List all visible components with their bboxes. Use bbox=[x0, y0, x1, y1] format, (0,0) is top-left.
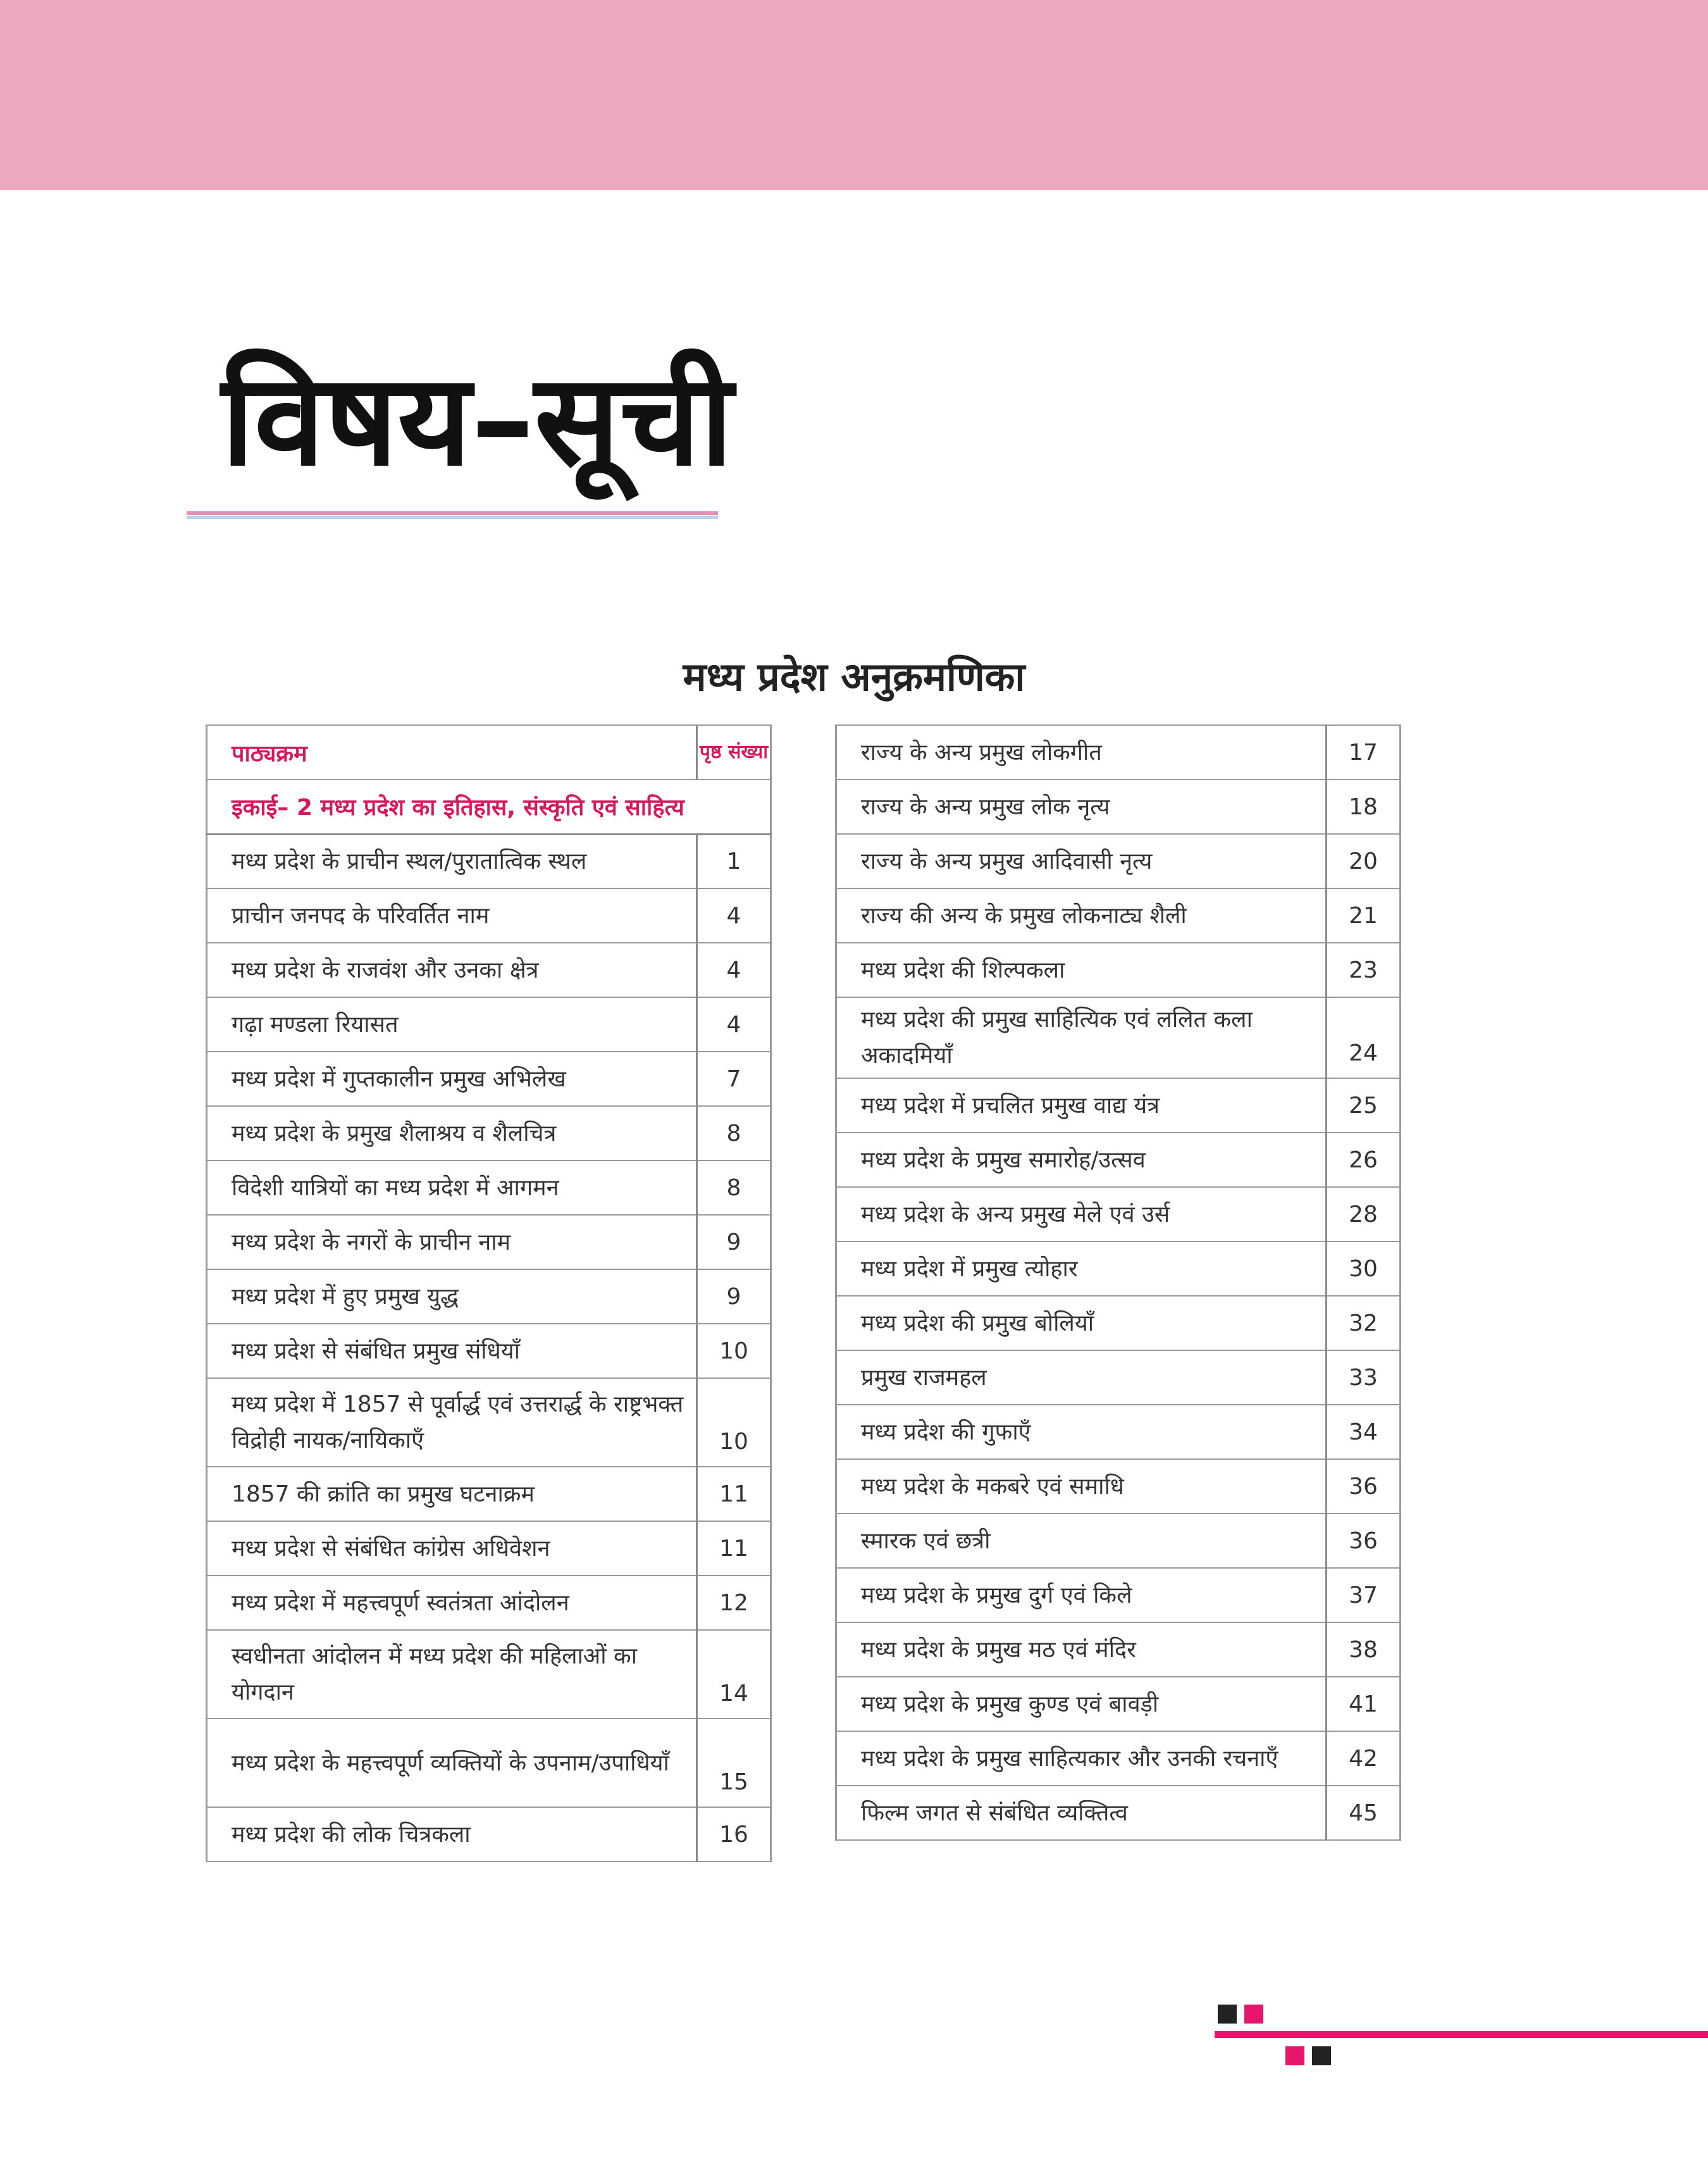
toc-entry-title: मध्य प्रदेश में प्रमुख त्योहार bbox=[836, 1241, 1327, 1296]
toc-entry-title: मध्य प्रदेश के राजवंश और उनका क्षेत्र bbox=[207, 943, 697, 997]
toc-row bbox=[207, 1106, 771, 1160]
toc-row bbox=[836, 1350, 1401, 1405]
toc-row bbox=[207, 997, 771, 1052]
toc-entry-page: 26 bbox=[1327, 1133, 1401, 1187]
toc-row bbox=[836, 1622, 1401, 1677]
toc-row bbox=[836, 1786, 1401, 1840]
toc-entry-page: 36 bbox=[1327, 1514, 1401, 1568]
toc-entry-title: राज्य के अन्य प्रमुख लोक नृत्य bbox=[836, 780, 1327, 834]
toc-entry-page: 8 bbox=[697, 1160, 771, 1215]
toc-entry-title: मध्य प्रदेश की लोक चित्रकला bbox=[207, 1807, 697, 1862]
toc-row bbox=[207, 1630, 771, 1719]
toc-entry-title: स्वधीनता आंदोलन में मध्य प्रदेश की महिलाओं का योगदान bbox=[207, 1630, 697, 1719]
decor-square-dark bbox=[1312, 2046, 1331, 2065]
toc-row bbox=[207, 1719, 771, 1807]
toc-row bbox=[836, 834, 1401, 888]
footer-rule bbox=[1215, 2031, 1708, 2038]
unit-title-row bbox=[207, 780, 771, 834]
toc-row bbox=[207, 1269, 771, 1324]
toc-entry-title: मध्य प्रदेश की शिल्पकला bbox=[836, 943, 1327, 997]
decor-square-pink bbox=[1285, 2046, 1304, 2065]
toc-row bbox=[836, 1731, 1401, 1786]
toc-row bbox=[836, 1568, 1401, 1622]
toc-entry-title: राज्य के अन्य प्रमुख आदिवासी नृत्य bbox=[836, 834, 1327, 888]
toc-entry-page: 11 bbox=[697, 1521, 771, 1576]
toc-entry-page: 36 bbox=[1327, 1459, 1401, 1514]
toc-entry-title: मध्य प्रदेश में महत्त्वपूर्ण स्वतंत्रता आंदोलन bbox=[207, 1576, 697, 1630]
header-page-number: पृष्ठ संख्या bbox=[697, 725, 771, 780]
toc-entry-title: राज्य के अन्य प्रमुख लोकगीत bbox=[836, 725, 1327, 780]
toc-entry-page: 9 bbox=[697, 1215, 771, 1269]
toc-row bbox=[207, 1521, 771, 1576]
toc-row bbox=[836, 1459, 1401, 1514]
toc-row bbox=[207, 834, 771, 888]
toc-entry-page: 41 bbox=[1327, 1677, 1401, 1731]
toc-row bbox=[836, 1078, 1401, 1133]
toc-entry-title: मध्य प्रदेश में गुप्तकालीन प्रमुख अभिलेख bbox=[207, 1052, 697, 1106]
toc-entry-page: 18 bbox=[1327, 780, 1401, 834]
toc-entry-title: मध्य प्रदेश की गुफाएँ bbox=[836, 1405, 1327, 1459]
toc-entry-title: मध्य प्रदेश में 1857 से पूर्वार्द्ध एवं उत्तरार्द्ध के राष्ट्रभक्त विद्रोही नायक/नायिकाएँ bbox=[207, 1378, 697, 1467]
toc-entry-page: 23 bbox=[1327, 943, 1401, 997]
toc-entry-page: 10 bbox=[697, 1324, 771, 1378]
toc-entry-title: मध्य प्रदेश की प्रमुख बोलियाँ bbox=[836, 1296, 1327, 1350]
toc-entry-title: मध्य प्रदेश के प्रमुख कुण्ड एवं बावड़ी bbox=[836, 1677, 1327, 1731]
toc-entry-title: मध्य प्रदेश के मकबरे एवं समाधि bbox=[836, 1459, 1327, 1514]
toc-row bbox=[207, 1052, 771, 1106]
toc-entry-page: 28 bbox=[1327, 1187, 1401, 1241]
toc-entry-title: गढ़ा मण्डला रियासत bbox=[207, 997, 697, 1052]
toc-entry-page: 12 bbox=[697, 1576, 771, 1630]
toc-entry-page: 4 bbox=[697, 997, 771, 1052]
toc-row bbox=[836, 1514, 1401, 1568]
toc-entry-title: मध्य प्रदेश के प्रमुख शैलाश्रय व शैलचित्र bbox=[207, 1106, 697, 1160]
toc-row bbox=[207, 1807, 771, 1862]
toc-entry-page: 16 bbox=[697, 1807, 771, 1862]
toc-entry-title: विदेशी यात्रियों का मध्य प्रदेश में आगमन bbox=[207, 1160, 697, 1215]
top-color-band bbox=[0, 0, 1708, 190]
toc-entry-title: मध्य प्रदेश में प्रचलित प्रमुख वाद्य यंत्र bbox=[836, 1078, 1327, 1133]
toc-table-left bbox=[206, 725, 772, 1862]
unit-title: इकाई– 2 मध्य प्रदेश का इतिहास, संस्कृति एवं साहित्य bbox=[207, 780, 771, 834]
toc-entry-title: मध्य प्रदेश के प्रमुख मठ एवं मंदिर bbox=[836, 1622, 1327, 1677]
title-underline bbox=[187, 511, 718, 519]
toc-entry-title: प्रमुख राजमहल bbox=[836, 1350, 1327, 1405]
toc-entry-page: 10 bbox=[697, 1378, 771, 1467]
toc-entry-title: मध्य प्रदेश में हुए प्रमुख युद्ध bbox=[207, 1269, 697, 1324]
toc-row bbox=[836, 725, 1401, 780]
toc-entry-page: 33 bbox=[1327, 1350, 1401, 1405]
toc-row bbox=[207, 1576, 771, 1630]
toc-entry-title: स्मारक एवं छत्री bbox=[836, 1514, 1327, 1568]
toc-row bbox=[836, 1296, 1401, 1350]
toc-row bbox=[207, 888, 771, 943]
toc-entry-title: मध्य प्रदेश के प्रमुख साहित्यकार और उनकी रचनाएँ bbox=[836, 1731, 1327, 1786]
toc-entry-page: 32 bbox=[1327, 1296, 1401, 1350]
toc-entry-title: मध्य प्रदेश के नगरों के प्राचीन नाम bbox=[207, 1215, 697, 1269]
page-title: विषय–सूची bbox=[221, 347, 733, 494]
decor-square-pink bbox=[1244, 2005, 1263, 2024]
toc-entry-title: मध्य प्रदेश के प्राचीन स्थल/पुरातात्विक स्थल bbox=[207, 834, 697, 888]
toc-entry-page: 42 bbox=[1327, 1731, 1401, 1786]
toc-row bbox=[207, 1215, 771, 1269]
toc-entry-page: 20 bbox=[1327, 834, 1401, 888]
toc-row bbox=[207, 1324, 771, 1378]
toc-entry-page: 14 bbox=[697, 1630, 771, 1719]
toc-row bbox=[207, 1378, 771, 1467]
toc-row bbox=[836, 997, 1401, 1078]
toc-row bbox=[207, 1160, 771, 1215]
toc-entry-title: मध्य प्रदेश से संबंधित कांग्रेस अधिवेशन bbox=[207, 1521, 697, 1576]
table-header-row bbox=[207, 725, 771, 780]
toc-row bbox=[836, 780, 1401, 834]
toc-row bbox=[836, 943, 1401, 997]
toc-entry-page: 25 bbox=[1327, 1078, 1401, 1133]
toc-entry-page: 8 bbox=[697, 1106, 771, 1160]
toc-entry-title: राज्य की अन्य के प्रमुख लोकनाट्य शैली bbox=[836, 888, 1327, 943]
toc-entry-title: प्राचीन जनपद के परिवर्तित नाम bbox=[207, 888, 697, 943]
toc-entry-page: 7 bbox=[697, 1052, 771, 1106]
header-course: पाठ्यक्रम bbox=[207, 725, 697, 780]
toc-table-right bbox=[835, 725, 1401, 1841]
toc-entry-title: मध्य प्रदेश के महत्त्वपूर्ण व्यक्तियों के उपनाम/उपाधियाँ bbox=[207, 1719, 697, 1807]
toc-row bbox=[836, 1677, 1401, 1731]
toc-entry-title: मध्य प्रदेश की प्रमुख साहित्यिक एवं ललित कला अकादमियाँ bbox=[836, 997, 1327, 1078]
toc-entry-page: 45 bbox=[1327, 1786, 1401, 1840]
section-heading: मध्य प्रदेश अनुक्रमणिका bbox=[683, 654, 1025, 700]
toc-entry-title: मध्य प्रदेश के प्रमुख दुर्ग एवं किले bbox=[836, 1568, 1327, 1622]
toc-entry-page: 38 bbox=[1327, 1622, 1401, 1677]
toc-entry-page: 4 bbox=[697, 943, 771, 997]
toc-entry-page: 4 bbox=[697, 888, 771, 943]
toc-entry-page: 21 bbox=[1327, 888, 1401, 943]
toc-row bbox=[836, 1187, 1401, 1241]
toc-entry-page: 1 bbox=[697, 834, 771, 888]
toc-entry-title: मध्य प्रदेश से संबंधित प्रमुख संधियाँ bbox=[207, 1324, 697, 1378]
toc-entry-page: 34 bbox=[1327, 1405, 1401, 1459]
toc-entry-page: 30 bbox=[1327, 1241, 1401, 1296]
toc-entry-page: 37 bbox=[1327, 1568, 1401, 1622]
toc-entry-page: 15 bbox=[697, 1719, 771, 1807]
toc-entry-page: 17 bbox=[1327, 725, 1401, 780]
toc-entry-title: 1857 की क्रांति का प्रमुख घटनाक्रम bbox=[207, 1467, 697, 1521]
toc-entry-page: 24 bbox=[1327, 997, 1401, 1078]
toc-row bbox=[836, 1241, 1401, 1296]
toc-entry-page: 9 bbox=[697, 1269, 771, 1324]
toc-entry-title: फिल्म जगत से संबंधित व्यक्तित्व bbox=[836, 1786, 1327, 1840]
toc-row bbox=[836, 1133, 1401, 1187]
toc-row bbox=[836, 1405, 1401, 1459]
toc-row bbox=[207, 1467, 771, 1521]
toc-row bbox=[836, 888, 1401, 943]
toc-entry-title: मध्य प्रदेश के अन्य प्रमुख मेले एवं उर्स bbox=[836, 1187, 1327, 1241]
toc-entry-title: मध्य प्रदेश के प्रमुख समारोह/उत्सव bbox=[836, 1133, 1327, 1187]
toc-row bbox=[207, 943, 771, 997]
toc-entry-page: 11 bbox=[697, 1467, 771, 1521]
decor-square-dark bbox=[1218, 2005, 1237, 2024]
